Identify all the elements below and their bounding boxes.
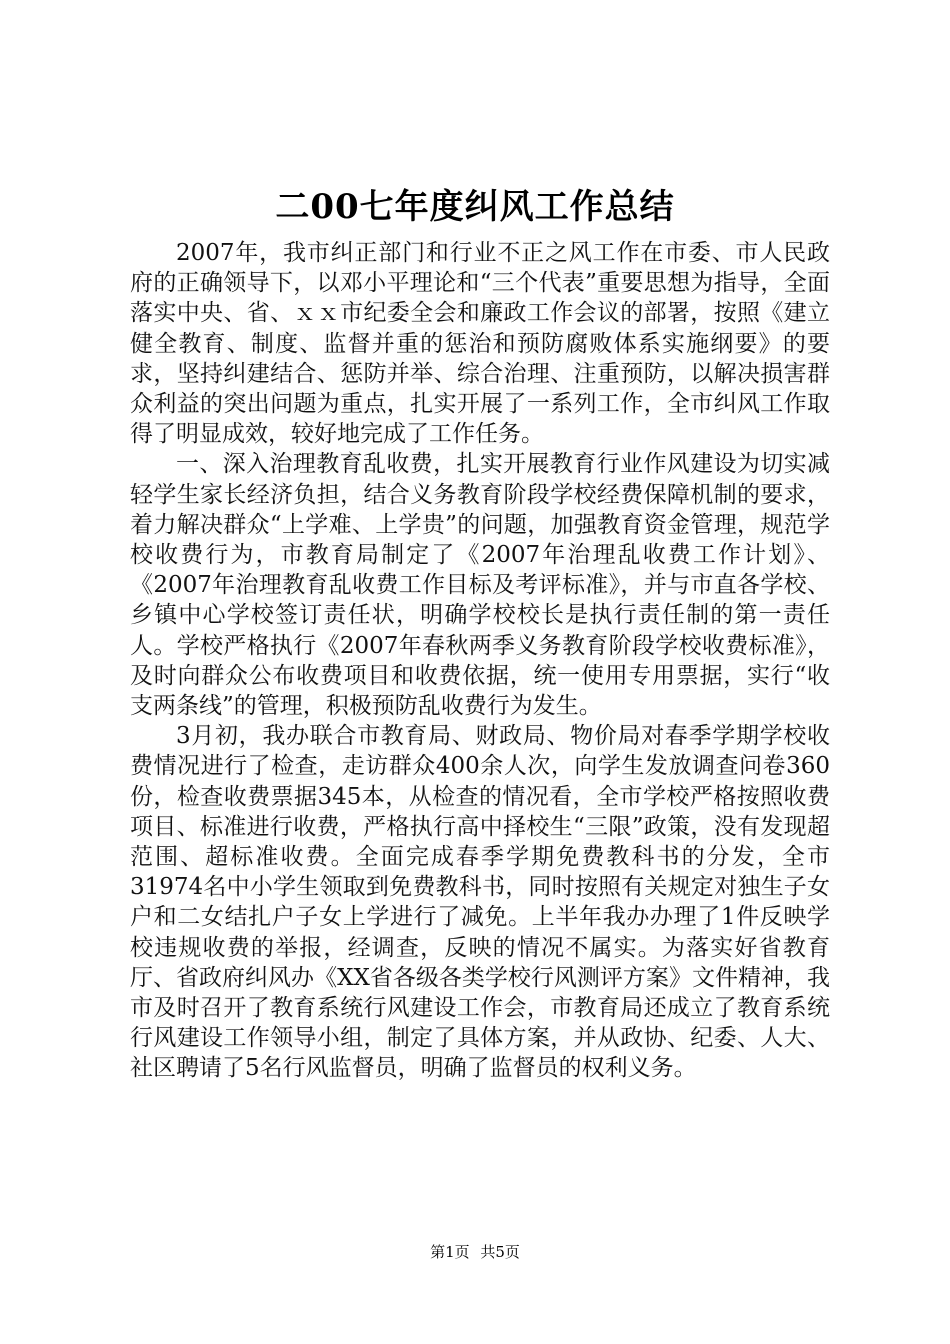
paragraph-intro: 2007年，我市纠正部门和行业不正之风工作在市委、市人民政府的正确领导下，以邓小平理论和“三个代表”重要思想为指导，全面落实中央、省、ｘｘ市纪委全会和廉政工作会议的部署，按照《建立健全教育、制度、监督并重的惩治和预防腐败体系实施纲要》的要求，坚持纠建结合、惩防并举、综合治理、注重预防，以解决损害群众利益的突出问题为重点，扎实开展了一系列工作，全市纠风工作取得了明显成效，较好地完成了工作任务。	[130, 240, 830, 448]
page-total: 共5页	[480, 1243, 520, 1261]
paragraph-section-one: 一、深入治理教育乱收费，扎实开展教育行业作风建设为切实减轻学生家长经济负担，结合义务教育阶段学校经费保障机制的要求，着力解决群众“上学难、上学贵”的问题，加强教育资金管理，规范学校收费行为，市教育局制定了《2007年治理乱收费工作计划》、《2007年治理教育乱收费工作目标及考评标准》，并与市直各学校、乡镇中心学校签订责任状，明确学校校长是执行责任制的第一责任人。学校严格执行《2007年春秋两季义务教育阶段学校收费标准》，及时向群众公布收费项目和收费依据，统一使用专用票据，实行“收支两条线”的管理，积极预防乱收费行为发生。	[130, 451, 830, 720]
page-number: 第1页	[430, 1243, 470, 1261]
document-title: 二00七年度纠风工作总结	[275, 187, 675, 227]
page-footer	[0, 1242, 950, 1262]
paragraph-inspection: 3月初，我办联合市教育局、财政局、物价局对春季学期学校收费情况进行了检查，走访群众400余人次，向学生发放调查问卷360份，检查收费票据345本，从检查的情况看，全市学校严格按照收费项目、标准进行收费，严格执行高中择校生“三限”政策，没有发现超范围、超标准收费。全面完成春季学期免费教科书的分发，全市31974名中小学生领取到免费教科书，同时按照有关规定对独生子女户和二女结扎户子女上学进行了减免。上半年我办办理了1件反映学校违规收费的举报，经调查，反映的情况不属实。为落实好省教育厅、省政府纠风办《XX省各级各类学校行风测评方案》文件精神，我市及时召开了教育系统行风建设工作会，市教育局还成立了教育系统行风建设工作领导小组，制定了具体方案，并从政协、纪委、人大、社区聘请了5名行风监督员，明确了监督员的权利义务。	[130, 723, 830, 1082]
document-body	[130, 238, 830, 1084]
